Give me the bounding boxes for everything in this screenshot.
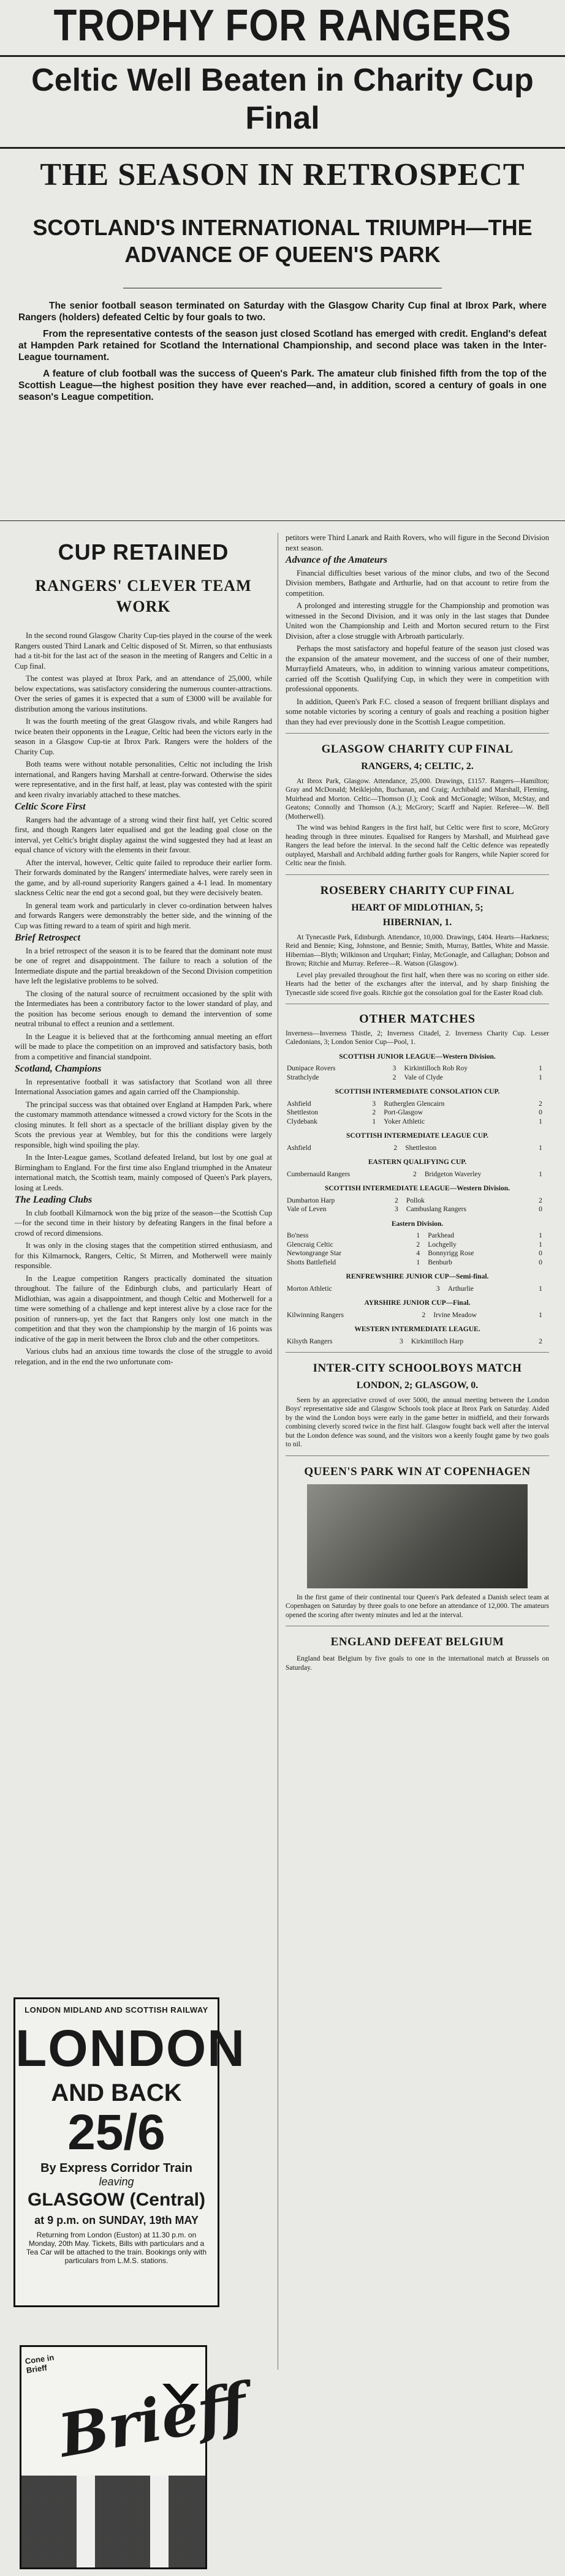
result-score: 1	[372, 1117, 376, 1125]
result-score: 2	[422, 1311, 426, 1319]
intro-para-1: The senior football season terminated on Saturday with the Glasgow Charity Cup final at Ibrox Park, where Rangers (holders) defeated Celtic by four goals to two.	[18, 301, 547, 323]
intro-para-2: From the representative contests of the season just closed Scotland has emerged with credit. England's defeat at Hampden Park retained for Scotland the International Championship, and second place was taken in the Inter-League tournament.	[18, 329, 547, 362]
league-title: AYRSHIRE JUNIOR CUP—Final.	[364, 1299, 471, 1307]
article-para: In representative football it was satisfactory that Scotland won all three International Association games and again carried off the Championship.	[15, 1077, 272, 1096]
headline-rule	[0, 55, 565, 57]
league-title: SCOTTISH INTERMEDIATE CONSOLATION CUP.	[335, 1088, 500, 1095]
result-row	[286, 1108, 549, 1117]
result-team: Benburb	[428, 1258, 452, 1266]
result-row	[286, 1231, 549, 1241]
league-title: Eastern Division.	[391, 1220, 444, 1228]
result-team: Bridgeton Waverley	[424, 1170, 482, 1178]
result-score: 2	[416, 1241, 420, 1249]
article-para: In general team work and particularly in clever co-ordination between halves and forwards Rangers were demonstrably the better side, and the winning of the Cup was fitting reward to a team of spirit and high merit.	[15, 901, 272, 930]
result-score: 2	[392, 1073, 396, 1081]
deck-rule	[0, 147, 565, 149]
results-table	[286, 1144, 549, 1153]
separator	[286, 1352, 549, 1353]
results-table	[286, 1170, 549, 1179]
separator	[286, 1455, 549, 1456]
results-table	[286, 1196, 549, 1214]
result-score: 1	[416, 1258, 420, 1266]
article-para: Various clubs had an anxious time towards the close of the struggle to avoid relegation, and in the end the two unfortunate com-	[15, 1347, 272, 1366]
result-team: Kilwinning Rangers	[287, 1311, 344, 1319]
subheading-retrospect: Brief Retrospect	[15, 933, 81, 943]
result-score: 3	[392, 1065, 396, 1072]
results-list	[286, 1052, 549, 1346]
ad2-corner-text: Cone in Brieff	[24, 2353, 55, 2375]
schoolboys-heading: INTER-CITY SCHOOLBOYS MATCH	[313, 1362, 522, 1375]
article-para: In the Inter-League games, Scotland defeated Ireland, but lost by one goal at Birmingham to England. For the first time also England triumphed in the Amateur international match, the Scottish team, mainly composed of Queen's Park players, losing at Leeds.	[15, 1153, 272, 1192]
result-row	[286, 1285, 549, 1294]
results-table	[286, 1311, 549, 1320]
result-team: Cumbernauld Rangers	[287, 1170, 351, 1178]
subheading-leading-clubs: The Leading Clubs	[15, 1195, 93, 1205]
result-team: Irvine Meadow	[433, 1311, 477, 1319]
result-score: 1	[539, 1285, 542, 1293]
ad-price: 25/6	[67, 2105, 165, 2160]
schoolboys-score: LONDON, 2; GLASGOW, 0.	[356, 1380, 479, 1391]
result-team: Kirkintilloch Harp	[411, 1337, 464, 1345]
result-team: Kilsyth Rangers	[287, 1337, 333, 1345]
article-para: Perhaps the most satisfactory and hopeful feature of the season just closed was the expansion of the amateur movement, and the success of one of their number, Murrayfield Amateurs, who, in addition to winning various amateur competitions, carried off the Scottish Qualifying Cup, in which they were in competition with professional opponents.	[286, 644, 549, 693]
result-score: 0	[539, 1258, 542, 1266]
result-team: Newtongrange Star	[287, 1250, 342, 1257]
league-title: SCOTTISH INTERMEDIATE LEAGUE CUP.	[346, 1132, 488, 1140]
results-table	[286, 1337, 549, 1346]
match-report: At Tynecastle Park, Edinburgh. Attendance, 10,000. Drawings, £404. Hearts—Harkness; Reid and Bennie; King, Johnstone, and Bennie; Smith, Murray, Battles, White and Massie. Hibernian—Blyth; Wilkinson and Urquhart; Finlay, McGonagle, and Callaghan; Dobson and Brown; Ritchie and Murray. Referee—R. Watson (Glasgow).	[286, 933, 549, 967]
article-para: petitors were Third Lanark and Raith Rovers, who will figure in the Second Division next season.	[286, 533, 549, 552]
result-score: 3	[372, 1100, 376, 1108]
result-team: Pollok	[406, 1196, 425, 1204]
result-score: 2	[412, 1170, 417, 1178]
deck-subhead: Celtic Well Beaten in Charity Cup Final	[31, 62, 534, 136]
section-subtitle: SCOTLAND'S INTERNATIONAL TRIUMPH—THE ADVANCE OF QUEEN'S PARK	[32, 215, 533, 267]
rosebery-cup-score-2: HIBERNIAN, 1.	[382, 917, 452, 928]
result-team: Shettleston	[287, 1109, 319, 1116]
ad-note: Returning from London (Euston) at 11.30 p.m. on Monday, 20th May. Tickets, Bills with particulars and a Tea Car will be attached to the train. Bookings only with particulars from L.M.S. stations.	[26, 2231, 207, 2265]
result-team: Morton Athletic	[287, 1285, 332, 1293]
result-team: Ashfield	[287, 1100, 311, 1108]
league-title: SCOTTISH INTERMEDIATE LEAGUE—Western Division.	[324, 1185, 510, 1192]
result-team: Rutherglen Glencairn	[384, 1100, 445, 1108]
result-score: 3	[436, 1285, 440, 1293]
glasgow-cup-heading: GLASGOW CHARITY CUP FINAL	[321, 743, 514, 756]
result-team: Vale of Leven	[287, 1206, 327, 1213]
other-matches-heading: OTHER MATCHES	[359, 1012, 476, 1026]
results-table	[286, 1285, 549, 1294]
result-score: 2	[539, 1100, 542, 1108]
article-para: In the League competition Rangers practically dominated the situation throughout. The failure of the Edinburgh clubs, and particularly Heart of Midlothian, was again a disappointment, and though Celtic and Motherwell for a time were something of a challenge and kept interest alive by a close race for the position of runners-up, yet the fact that Rangers only lost one match in the competition and that they won the championship by the margin of 16 points was indicative of the gap in merit between the Ibrox club and the other competitors.	[15, 1274, 272, 1343]
result-team: Cambuslang Rangers	[406, 1206, 466, 1213]
result-row	[286, 1337, 549, 1346]
ad2-pattern	[21, 2476, 205, 2567]
match-report: Level play prevailed throughout the first half, when there was no scoring on either side. Hearts had the better of the exchanges after the interval, and by sharp finishing the Tynecastle side scored five goals. Ritchie got the consolation goal for the Easter Road club.	[286, 971, 549, 997]
result-team: Yoker Athletic	[384, 1117, 425, 1125]
result-team: Port-Glasgow	[384, 1109, 423, 1116]
result-row	[286, 1100, 549, 1109]
rosebery-cup-heading: ROSEBERY CHARITY CUP FINAL	[320, 884, 515, 897]
ad-rail-name: LONDON MIDLAND AND SCOTTISH RAILWAY	[25, 2005, 208, 2015]
ad-city: LONDON	[15, 2019, 246, 2077]
league-title: EASTERN QUALIFYING CUP.	[368, 1158, 467, 1166]
chevron-icon	[162, 2384, 199, 2405]
headline: TROPHY FOR RANGERS	[53, 1, 512, 50]
match-report: England beat Belgium by five goals to one in the international match at Brussels on Saturday.	[286, 1655, 549, 1672]
separator	[286, 874, 549, 875]
league-title: SCOTTISH JUNIOR LEAGUE—Western Division.	[339, 1053, 496, 1061]
article-para: In addition, Queen's Park F.C. closed a season of frequent brilliant displays and some notable victories by scoring a century of goals and reaching a position higher than they had ever previously done in the Scottish League competition.	[286, 697, 549, 726]
result-row	[286, 1258, 549, 1267]
result-score: 1	[539, 1065, 542, 1072]
article-para: In the League it is believed that at the forthcoming annual meeting an effort will be made to place the competition on an improved and satisfactory basis, both from a competitive and financial standpoint.	[15, 1032, 272, 1061]
article-para: After the interval, however, Celtic quite failed to reproduce their earlier form. Their forwards dominated by the Rangers' intermediate halves, were rarely seen in the game, and by all-round superiority Rangers gained a 4-1 lead. In momentary slackness Celtic near the end got a second goal, but they were decisively beaten.	[15, 858, 272, 897]
ad-destination: GLASGOW (Central)	[28, 2190, 205, 2210]
result-score: 2	[539, 1196, 542, 1204]
result-score: 1	[539, 1144, 542, 1152]
result-row	[286, 1205, 549, 1214]
result-score: 1	[539, 1241, 542, 1249]
result-score: 1	[539, 1311, 542, 1319]
result-team: Glencraig Celtic	[287, 1241, 333, 1249]
result-team: Bonnyrigg Rose	[428, 1250, 474, 1257]
ad2-brand: Brieff	[53, 2370, 252, 2471]
article-para: A prolonged and interesting struggle for the Championship and promotion was witnessed in the Second Division, and it was only in the last stages that Dundee United won the Championship and Leith and Morton secured return to the First Division, after a close struggle with Arbroath particularly.	[286, 601, 549, 640]
result-team: Bo'ness	[287, 1232, 309, 1239]
result-score: 1	[416, 1232, 420, 1239]
intro-para-3: A feature of club football was the success of Queen's Park. The amateur club finished fifth from the top of the Scottish League—the highest position they have ever reached—and, in addition, scored a century of goals in one season's League competition.	[18, 369, 547, 402]
brieff-advert	[20, 2345, 252, 2569]
result-team: Dumbarton Harp	[287, 1196, 335, 1204]
subheading-amateurs: Advance of the Amateurs	[286, 555, 388, 565]
result-score: 2	[372, 1109, 376, 1116]
result-team: Shotts Battlefield	[287, 1258, 336, 1266]
cup-retained-subtitle: RANGERS' CLEVER TEAM WORK	[35, 577, 252, 615]
ad-and-back: AND BACK	[51, 2079, 182, 2106]
league-title: RENFREWSHIRE JUNIOR CUP—Semi-final.	[346, 1273, 489, 1280]
article-para: In a brief retrospect of the season it is to be feared that the dominant note must be one of regret and disappointment. The failure to reach a solution of the Intermediate dispute and the partial breakdown of the Second Division competition have left the legislative problems to be solved.	[15, 946, 272, 985]
article-para: In club football Kilmarnock won the big prize of the season—the Scottish Cup—for the second time in their history by defeating Rangers in the final before a crowd of record dimensions.	[15, 1208, 272, 1237]
result-team: Kirkintilloch Rob Roy	[404, 1065, 468, 1072]
result-team: Clydebank	[287, 1117, 317, 1125]
result-row	[286, 1144, 549, 1153]
result-score: 1	[539, 1232, 542, 1239]
column-rule	[0, 520, 565, 521]
result-score: 1	[539, 1170, 542, 1178]
article-para: In the second round Glasgow Charity Cup-ties played in the course of the week Rangers ousted Third Lanark and Celtic disposed of St. Mirren, so that enthusiasts had a tit-bit for the last act of the season in the meeting of Rangers and Celtic in a Cup final.	[15, 631, 272, 670]
result-score: 3	[395, 1206, 398, 1213]
queens-park-heading: QUEEN'S PARK WIN AT COPENHAGEN	[304, 1465, 531, 1478]
article-para: Financial difficulties beset various of the minor clubs, and two of the Second Division members, Bathgate and Arthurlie, had on that account to retire from the competition.	[286, 568, 549, 598]
result-team: Shettleston	[405, 1144, 437, 1152]
result-row	[286, 1196, 549, 1206]
result-row	[286, 1311, 549, 1320]
result-score: 0	[539, 1250, 542, 1257]
result-team: Parkhead	[428, 1232, 455, 1239]
result-team: Arthurlie	[447, 1285, 474, 1293]
results-table	[286, 1100, 549, 1127]
article-para: It was only in the closing stages that the competition stirred enthusiasm, and for this Kilmarnock, Rangers, Celtic, St Mirren, and Motherwell were mainly responsible.	[15, 1241, 272, 1270]
ad-by: By Express Corridor Train	[40, 2161, 192, 2175]
match-report: Seen by an appreciative crowd of over 5000, the annual meeting between the London Boys' representative side and Glasgow Schools took place at Ibrox Park on Saturday. Aided by the wind the London boys were early in the game better in midfield, and their forwards combining cleverly scored twice in the first half. Glasgow fought back well after the interval but the London defence was sound, and the visitors won a keenly fought game by two goals to nil.	[286, 1396, 549, 1448]
article-para: The principal success was that obtained over England at Hampden Park, where the customary mammoth attendance witnessed a crowd victory for the Scots in the closing minutes. It fell short as a spectacle of the brilliant display given by the Scots the previous year at Wembley, but for this the conditions were largely responsible, high wind spoiling the play.	[15, 1100, 272, 1149]
match-report: At Ibrox Park, Glasgow. Attendance, 25,000. Drawings, £1157. Rangers—Hamilton; Gray and McDonald; Meiklejohn, Buchanan, and Craig; Archibald and Marshall, Fleming, Muirhead and Morton. Celtic—Thomson (J.); Cook and McGonagle; Wilson, McStay, and Geatons; Connolly and Thomson (A.); McGrory; Scarff and Napier. Referee—W. Bell (Motherwell).	[286, 777, 549, 820]
result-score: 1	[539, 1117, 542, 1125]
result-team: Strathclyde	[287, 1073, 319, 1081]
result-team: Dunipace Rovers	[287, 1065, 336, 1072]
article-para: Both teams were without notable personalities, Celtic not including the Irish international, and Rangers having Marshall at centre-forward. Otherwise the sides were representative, and in the first half, at least, play was contested with the spirit and keen rivalry invariably attached to these matches.	[15, 760, 272, 799]
results-table	[286, 1064, 549, 1082]
intro-block	[18, 300, 547, 408]
result-team: Ashfield	[287, 1144, 311, 1152]
result-score: 0	[539, 1206, 542, 1213]
result-row	[286, 1170, 549, 1179]
subheading-celtic-score: Celtic Score First	[15, 802, 86, 812]
article-para: The closing of the natural source of recruitment occasioned by the split with the Intermediates has been a contributory factor to the lower standard of play, and the position has become serious enough to demand the intervention of some neutral tribunal to effect a reunion and a settlement.	[15, 989, 272, 1028]
article-para: The contest was played at Ibrox Park, and an attendance of 25,000, while below expectations, was satisfactory considering the numerous counter-attractions. Over the series of games it is expected that a sum of £3000 will be available for distribution among the various institutions.	[15, 674, 272, 713]
match-photo	[307, 1484, 528, 1588]
glasgow-cup-score: RANGERS, 4; CELTIC, 2.	[361, 761, 474, 772]
result-row	[286, 1249, 549, 1258]
cup-retained-title: CUP RETAINED	[58, 539, 229, 565]
result-score: 4	[416, 1250, 420, 1257]
england-belgium-heading: ENGLAND DEFEAT BELGIUM	[330, 1635, 504, 1648]
result-score: 2	[539, 1337, 542, 1345]
results-table	[286, 1231, 549, 1267]
ad-leaving: leaving	[99, 2176, 134, 2188]
result-score: 2	[395, 1196, 398, 1204]
other-matches-text: Inverness—Inverness Thistle, 2; Inverness Citadel, 2. Inverness Charity Cup. Lesser Caledonians, 3; London Senior Cup—Pool, 1.	[286, 1029, 549, 1046]
article-para: Rangers had the advantage of a strong wind their first half, yet Celtic scored first, and though Rangers later equalised and got the leading goal close on the interval, yet Celtic's bright display against the wind suggested they had at least an equal chance of victory with the elements in their favour.	[15, 815, 272, 854]
subheading-scotland: Scotland, Champions	[15, 1064, 102, 1074]
result-score: 2	[393, 1144, 398, 1152]
result-team: Vale of Clyde	[404, 1073, 443, 1081]
right-column	[286, 533, 549, 1675]
separator	[286, 733, 549, 734]
result-row	[286, 1073, 549, 1083]
result-score: 0	[539, 1109, 542, 1116]
match-report: In the first game of their continental tour Queen's Park defeated a Danish select team at Copenhagen on Saturday by three goals to one before an attendance of 12,000. The amateurs opened the scoring after twenty minutes and led at the interval.	[286, 1593, 549, 1619]
section-title: THE SEASON IN RETROSPECT	[40, 157, 525, 192]
rosebery-cup-score-1: HEART OF MIDLOTHIAN, 5;	[351, 902, 483, 913]
result-row	[286, 1064, 549, 1073]
result-row	[286, 1117, 549, 1127]
result-score: 1	[539, 1073, 542, 1081]
left-column	[15, 533, 272, 1369]
result-score: 3	[400, 1337, 403, 1345]
match-report: The wind was behind Rangers in the first half, but Celtic were first to score, McGrory heading through in three minutes. Equalised for Rangers by Marshall, and Muirhead gave Rangers the lead before the interval. In the second half the Celtic defence was repeatedly outplayed, Marshall and Archibald adding further goals for Rangers, while Napier scored for Celtic near the finish.	[286, 824, 549, 867]
result-team: Lochgelly	[428, 1241, 457, 1249]
rail-advert	[13, 1997, 246, 2307]
result-row	[286, 1241, 549, 1250]
ad-time: at 9 p.m. on SUNDAY, 19th MAY	[34, 2214, 199, 2226]
league-title: WESTERN INTERMEDIATE LEAGUE.	[354, 1326, 480, 1333]
article-para: It was the fourth meeting of the great Glasgow rivals, and while Rangers had twice beaten their opponents in the League, Celtic had been the victors early in the season in a Glasgow Cup-tie at Ibrox Park. Rangers were the holders of the Charity Cup.	[15, 717, 272, 756]
